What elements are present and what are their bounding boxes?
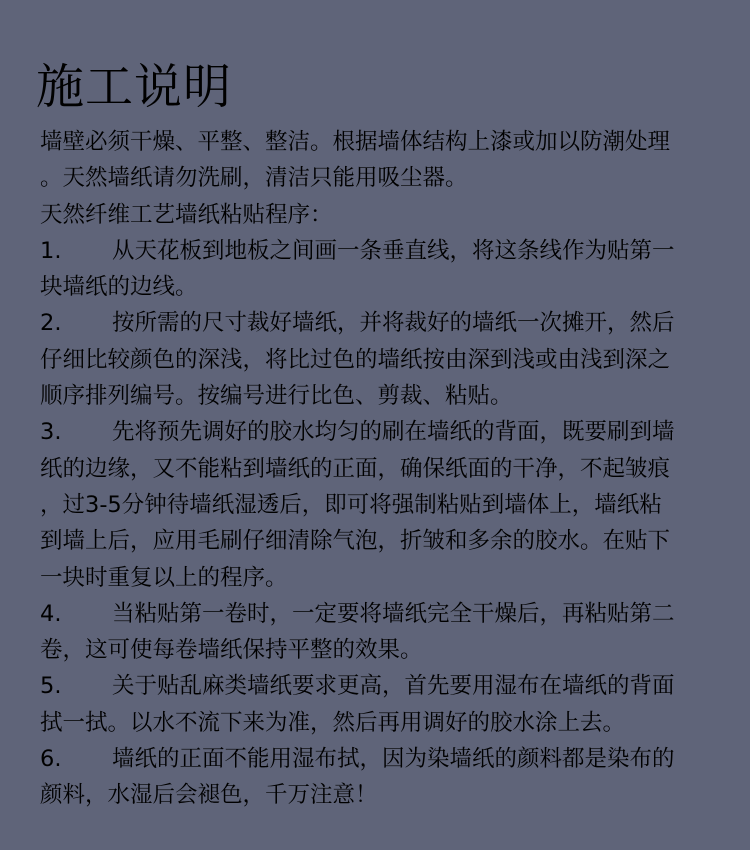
step-1-text: 从天花板到地板之间画一条垂直线，将这条线作为贴第一 [112,237,675,264]
step-6-number: 6. [40,746,62,773]
step-3-line: 纸的边缘，又不能粘到墙纸的正面，确保纸面的干净，不起皱痕 [40,455,671,482]
procedure-heading: 天然纤维工艺墙纸粘贴程序： [40,201,333,228]
step-2-line: 仔细比较颜色的深浅，将比过色的墙纸按由深到浅或由浅到深之 [40,346,671,373]
page-title: 施工说明 [36,59,233,115]
step-1-line: 块墙纸的边线。 [40,274,198,301]
step-1-number: 1. [40,237,62,264]
step-3-text: 先将预先调好的胶水均匀的刷在墙纸的背面，既要刷到墙 [112,419,675,446]
step-2-line [40,305,716,341]
step-1-line [40,233,716,269]
instruction-body [40,124,716,814]
intro-line: 墙壁必须干燥、平整、整洁。根据墙体结构上漆或加以防潮处理 [40,129,671,155]
step-3-line: 一块时重复以上的程序。 [40,564,288,591]
step-3-line [40,414,716,450]
step-2-text: 按所需的尺寸裁好墙纸，并将裁好的墙纸一次摊开，然后 [112,310,675,337]
step-5-number: 5. [40,673,62,700]
step-4-line [40,596,716,632]
step-5-line: 拭一拭。以水不流下来为准，然后再用调好的胶水涂上去。 [40,709,626,736]
intro-line: 。天然墙纸请勿洗刷，清洁只能用吸尘器。 [40,165,468,192]
step-6-text: 墙纸的正面不能用湿布拭，因为染墙纸的颜料都是染布的 [112,746,675,773]
step-6-line: 颜料，水湿后会褪色，千万注意！ [40,782,378,809]
step-5-line [40,668,716,704]
step-3-number: 3. [40,419,62,446]
step-2-number: 2. [40,310,62,337]
step-6-line [40,741,716,777]
step-3-line: ，过3-5分钟待墙纸湿透后，即可将强制粘贴到墙体上，墙纸粘 [40,491,662,518]
step-4-line: 卷，这可使每卷墙纸保持平整的效果。 [40,637,423,664]
step-2-line: 顺序排列编号。按编号进行比色、剪裁、粘贴。 [40,383,513,410]
step-5-text: 关于贴乱麻类墙纸要求更高，首先要用湿布在墙纸的背面 [112,673,675,700]
step-4-number: 4. [40,600,62,627]
step-4-text: 当粘贴第一卷时，一定要将墙纸完全干燥后，再粘贴第二 [112,600,675,627]
step-3-line: 到墙上后，应用毛刷仔细清除气泡，折皱和多余的胶水。在贴下 [40,528,671,555]
